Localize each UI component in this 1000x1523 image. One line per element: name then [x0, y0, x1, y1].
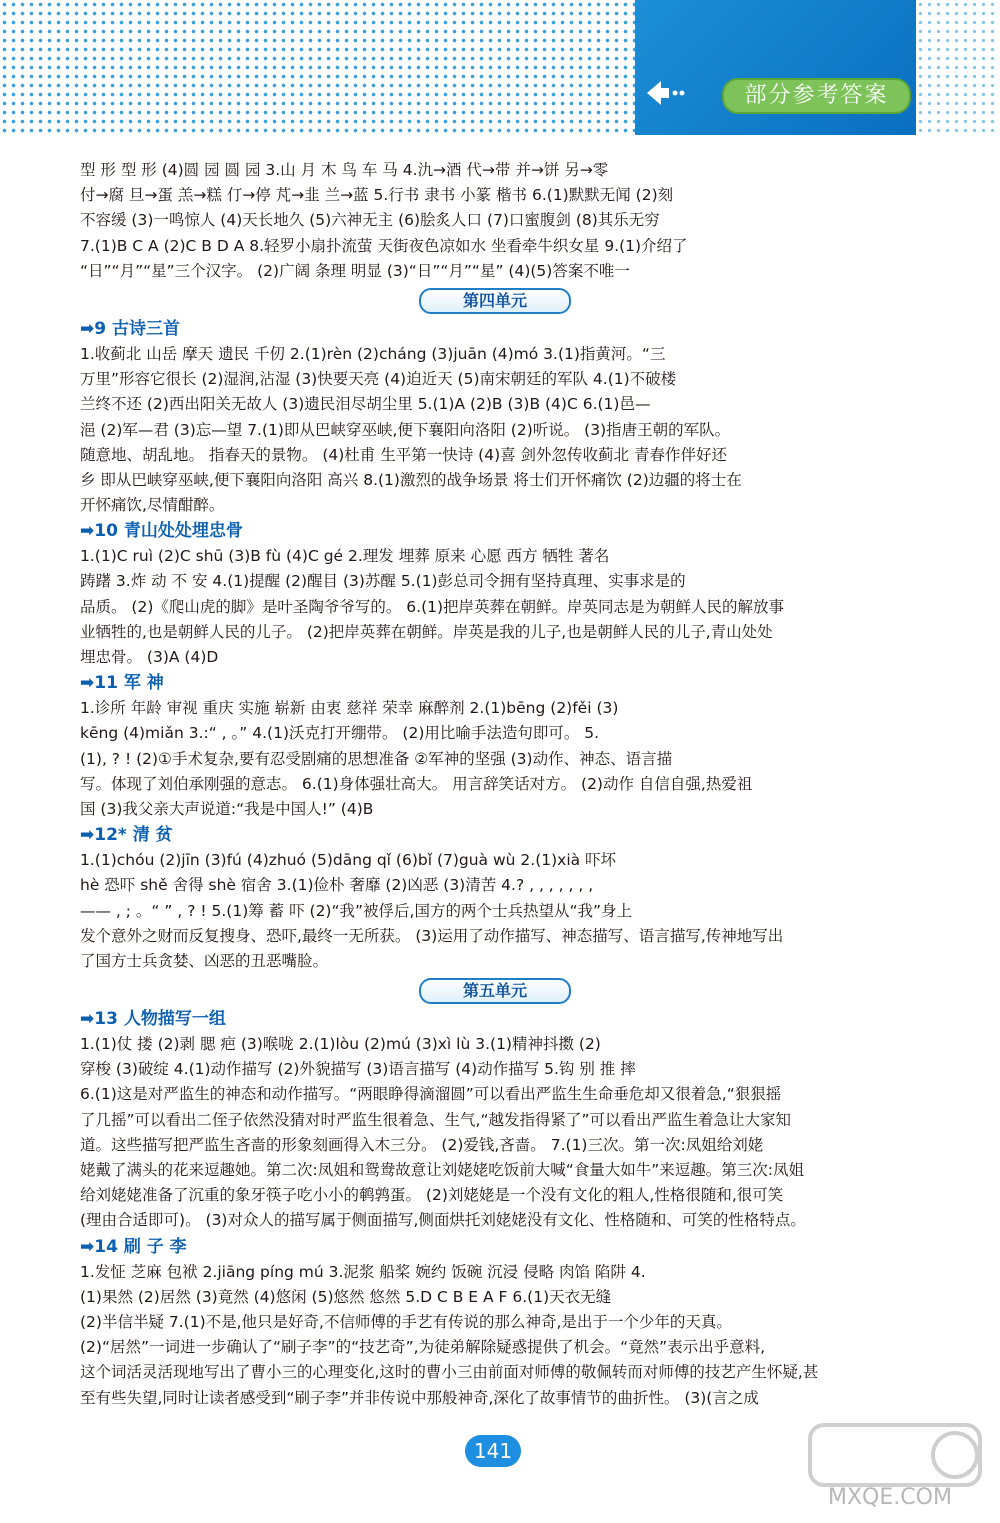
text-line: 1.诊所 年龄 审视 重庆 实施 崭新 由衷 慈祥 荣幸 麻醉剂 2.(1)bēng (2)fěi (3) [80, 699, 619, 718]
lesson-11-answers [80, 696, 910, 822]
text-line: 1.(1)chóu (2)jīn (3)fú (4)zhuó (5)dāng qǐ (6)bǐ (7)guà wù 2.(1)xià 吓坏 [80, 851, 617, 870]
text-line: 浥 (2)军—君 (3)忘—望 7.(1)即从巴峡穿巫峡,便下襄阳向洛阳 (2)听说。 (3)指唐王朝的军队。 [80, 420, 731, 439]
text-line: 发个意外之财而反复搜身、恐吓,最终一无所获。 (3)运用了动作描写、神态描写、语言描写,传神地写出 [80, 926, 784, 945]
lesson-12-answers [80, 848, 910, 974]
text-line: 给刘姥姥准备了沉重的象牙筷子吃小小的鹌鹑蛋。 (2)刘姥姥是一个没有文化的粗人,性格很随和,很可笑 [80, 1186, 784, 1205]
text-line: 业牺牲的,也是朝鲜人民的儿子。 (2)把岸英葬在朝鲜。岸英是我的儿子,也是朝鲜人民的儿子,青山处处 [80, 622, 773, 641]
text-line: 至有些失望,同时让读者感受到“刷子李”并非传说中那般神奇,深化了故事情节的曲折性。 (3)(言之成 [80, 1388, 759, 1407]
text-line: (1), ? ! (2)①手术复杂,要有忍受剧痛的思想准备 ②军神的坚强 (3)动作、神态、语言描 [80, 749, 673, 768]
text-line: 乡 即从巴峡穿巫峡,便下襄阳向洛阳 高兴 8.(1)激烈的战争场景 将士们开怀痛饮 (2)边疆的将士在 [80, 470, 742, 489]
text-line: hè 恐吓 shě 舍得 shè 宿舍 3.(1)俭朴 奢靡 (2)凶恶 (3)清苦 4.? , , , , , , , [80, 876, 594, 895]
lesson-13-answers [80, 1032, 910, 1234]
text-line: 万里”形容它很长 (2)湿润,沾湿 (3)快要天亮 (4)迫近天 (5)南宋朝廷的军队 4.(1)不破楼 [80, 370, 677, 389]
text-line: 国 (3)我父亲大声说道:“我是中国人!” (4)B [80, 799, 374, 818]
block-continued [80, 158, 910, 284]
arrow-left-icon [645, 78, 685, 108]
unit-5-title: 第五单元 [419, 978, 571, 1004]
text-line: 了国方士兵贪婪、凶恶的丑恶嘴脸。 [80, 951, 329, 970]
text-line: 穿梭 (3)破绽 4.(1)动作描写 (2)外貌描写 (3)语言描写 (4)动作描写 5.钩 别 推 摔 [80, 1060, 636, 1079]
header-panel [635, 0, 916, 135]
text-line: 7.(1)B C A (2)C B D A 8.轻罗小扇扑流萤 天街夜色凉如水 坐看牵牛织女星 9.(1)介绍了 [80, 236, 688, 255]
dot-pattern [0, 0, 635, 135]
lesson-13-title: ➡13 人物描写一组 [80, 1009, 226, 1030]
answer-content [80, 158, 910, 1411]
page-number: 141 [465, 1435, 521, 1467]
text-line: (理由合适即可)。 (3)对众人的描写属于侧面描写,侧面烘托刘姥姥没有文化、性格随和、可笑的性格特点。 [80, 1211, 806, 1230]
text-line: 埋忠骨。 (3)A (4)D [80, 648, 219, 666]
text-line: 1.(1)仗 搂 (2)剥 腮 疤 (3)喉咙 2.(1)lòu (2)mú (3)xì lù 3.(1)精神抖擞 (2) [80, 1035, 601, 1054]
text-line: (2)半信半疑 7.(1)不是,他只是好奇,不信师傅的手艺有传说的那么神奇,是出于一个少年的天真。 [80, 1312, 732, 1331]
text-line: 了几摇”可以看出二侄子依然没猜对时严监生很着急、生气,“越发指得紧了”可以看出严监生着急让大家知 [80, 1110, 792, 1129]
text-line: 付→腐 旦→蛋 羔→糕 仃→停 芃→韭 兰→蓝 5.行书 隶书 小篆 楷书 6.(1)默默无闻 (2)刻 [80, 186, 674, 205]
dot-pattern-right [916, 0, 1000, 135]
lesson-10-title: ➡10 青山处处埋忠骨 [80, 521, 243, 542]
text-line: 踌躇 3.炸 动 不 安 4.(1)提醒 (2)醒目 (3)苏醒 5.(1)彭总司令拥有坚持真理、实事求是的 [80, 572, 686, 591]
text-line: “日”“月”“星”三个汉字。 (2)广阔 条理 明显 (3)“日”“月”“星” (4)(5)答案不唯一 [80, 261, 630, 280]
lesson-11-title: ➡11 军 神 [80, 673, 164, 694]
text-line: 1.收蓟北 山岳 摩天 遗民 千仞 2.(1)rèn (2)cháng (3)juān (4)mó 3.(1)指黄河。“三 [80, 344, 666, 363]
text-line: kēng (4)miǎn 3.:“ , 。” 4.(1)沃克打开绷带。 (2)用比喻手法造句即可。 5. [80, 724, 600, 743]
text-line: 6.(1)这是对严监生的神态和动作描写。“两眼睁得滴溜圆”可以看出严监生生命垂危却又很着急,“狠狠摇 [80, 1085, 782, 1104]
lesson-14-answers [80, 1260, 910, 1411]
unit-heading [80, 288, 910, 314]
section-title: 部分参考答案 [722, 78, 911, 114]
text-line: 开怀痛饮,尽情酣醉。 [80, 496, 225, 515]
text-line: 不容缓 (3)一鸣惊人 (4)天长地久 (5)六神无主 (6)脍炙人口 (7)口蜜腹剑 (8)其乐无穷 [80, 211, 660, 230]
text-line: 1.发怔 芝麻 包袱 2.jiāng píng mú 3.泥浆 船桨 婉约 饭碗 沉浸 侵略 肉馅 陷阱 4. [80, 1262, 646, 1281]
unit-heading [80, 978, 910, 1004]
text-line: —— , ; 。“ ” , ? ! 5.(1)筹 蓄 吓 (2)“我”被俘后,国方的两个士兵热望从“我”身上 [80, 901, 633, 920]
text-line: 这个词活灵活现地写出了曹小三的心理变化,这时的曹小三由前面对师傅的敬佩转而对师傅的技艺产生怀疑,甚 [80, 1363, 819, 1382]
text-line: 道。这些描写把严监生吝啬的形象刻画得入木三分。 (2)爱钱,吝啬。 7.(1)三次。第一次:凤姐给刘姥 [80, 1135, 764, 1154]
lesson-12-title: ➡12* 清 贫 [80, 825, 173, 846]
text-line: 随意地、胡乱地。 指春天的景物。 (4)杜甫 生平第一快诗 (4)喜 剑外忽传收蓟北 青春作伴好还 [80, 445, 727, 464]
lesson-9-answers [80, 342, 910, 518]
text-line: 姥戴了满头的花来逗趣她。第二次:凤姐和鸳鸯故意让刘姥姥吃饭前大喊“食量大如牛”来逗趣。第三次:凤姐 [80, 1161, 805, 1179]
text-line: 品质。 (2)《爬山虎的脚》是叶圣陶爷爷写的。 6.(1)把岸英葬在朝鲜。岸英同志是为朝鲜人民的解放事 [80, 597, 785, 616]
text-line: (1)果然 (2)居然 (3)竟然 (4)悠闲 (5)悠然 悠然 5.D C B E A F 6.(1)天衣无缝 [80, 1287, 612, 1306]
text-line: 1.(1)C ruì (2)C shū (3)B fù (4)C gé 2.理发 埋葬 原来 心愿 西方 牺牲 著名 [80, 547, 610, 566]
text-line: (2)“居然”一词进一步确认了“刷子李”的“技艺奇”,为徒弟解除疑惑提供了机会。“竟然”表示出乎意料, [80, 1338, 766, 1357]
page-header [0, 0, 1000, 135]
unit-4-title: 第四单元 [419, 288, 571, 314]
text-line: 型 形 型 形 (4)圆 园 圆 园 3.山 月 木 鸟 车 马 4.氿→酒 代→带 并→饼 另→零 [80, 161, 609, 179]
lesson-9-title: ➡9 古诗三首 [80, 318, 180, 339]
lesson-14-title: ➡14 刷 子 李 [80, 1236, 187, 1257]
text-line: 兰终不还 (2)西出阳关无故人 (3)遗民泪尽胡尘里 5.(1)A (2)B (3)B (4)C 6.(1)邑— [80, 395, 651, 414]
watermark-text: MXQE.COM [828, 1485, 952, 1510]
lesson-10-answers [80, 544, 910, 670]
text-line: 写。体现了刘伯承刚强的意志。 6.(1)身体强壮高大。 用言辞笑话对方。 (2)动作 自信自强,热爱祖 [80, 774, 753, 793]
